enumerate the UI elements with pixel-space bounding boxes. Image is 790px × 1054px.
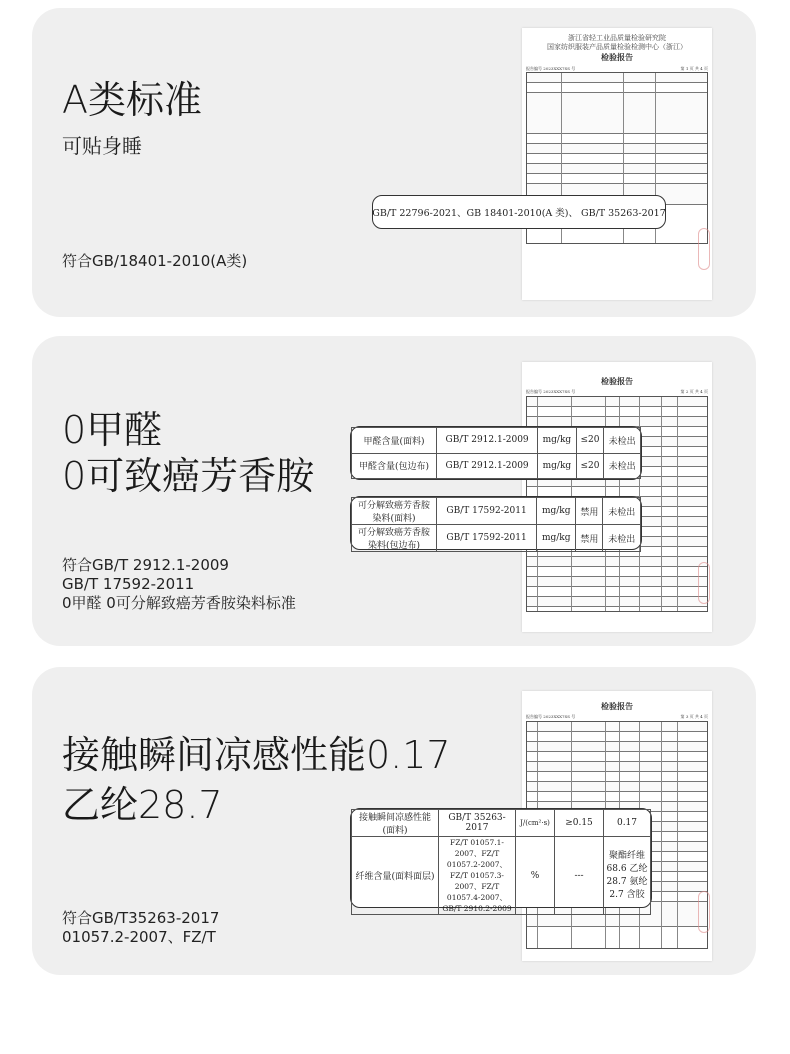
cell-unit: mg/kg <box>537 498 576 525</box>
report-number: 报告编号 2023XXX7SS 号 <box>526 66 576 71</box>
test-report-image <box>522 28 712 300</box>
cell-result: 未检出 <box>603 498 641 525</box>
cell-unit: % <box>516 837 555 915</box>
title-line-1: 接触瞬间凉感性能0.17 <box>62 733 451 777</box>
cell-item: 甲醛含量(面料) <box>352 428 437 454</box>
title-line-2: 0可致癌芳香胺 <box>62 454 315 498</box>
cell-unit: mg/kg <box>538 453 577 479</box>
report-page: 第 3 页 共 4 页 <box>680 714 708 719</box>
cell-std: GB/T 35263-2017 <box>439 810 516 837</box>
red-stamp <box>698 228 710 270</box>
table-row <box>352 837 651 915</box>
note-line: 0甲醛 0可分解致癌芳香胺染料标准 <box>62 594 296 612</box>
cell-std: GB/T 17592-2011 <box>437 498 537 525</box>
report-number: 报告编号 2023XXX7SS 号 <box>526 714 576 719</box>
table-row <box>352 453 641 479</box>
report-number: 报告编号 2023XXX7SS 号 <box>526 389 576 394</box>
table-row <box>352 525 641 552</box>
cell-result: 未检出 <box>604 453 641 479</box>
card-cooling <box>32 667 756 975</box>
card-a-class-standard <box>32 8 756 317</box>
cell-item: 接触瞬间凉感性能(面料) <box>352 810 439 837</box>
standard-notes <box>62 556 296 613</box>
cell-item: 可分解致癌芳香胺染料(面料) <box>352 498 437 525</box>
report-page: 第 1 页 共 4 页 <box>680 66 708 71</box>
red-stamp <box>698 562 710 604</box>
note-line: 01057.2-2007、FZ/T <box>62 928 216 946</box>
cell-result: 0.17 <box>604 810 651 837</box>
cell-result: 未检出 <box>604 428 641 454</box>
cell-req: ≤20 <box>576 453 604 479</box>
cell-unit: mg/kg <box>538 428 577 454</box>
note-line: 符合GB/T35263-2017 <box>62 909 220 927</box>
cell-result: 未检出 <box>603 525 641 552</box>
cell-unit: mg/kg <box>537 525 576 552</box>
cell-unit: J/(cm²·s) <box>516 810 555 837</box>
table-row <box>352 498 641 525</box>
card-subtitle: 可贴身睡 <box>62 134 142 158</box>
note-line: GB/T 17592-2011 <box>62 575 195 593</box>
table-row <box>352 810 651 837</box>
report-title: 检验报告 <box>601 376 633 386</box>
cell-item: 甲醛含量(包边布) <box>352 453 437 479</box>
cell-req: 禁用 <box>576 525 603 552</box>
red-stamp <box>698 891 710 933</box>
standard-callout: GB/T 22796-2021、GB 18401-2010(A 类)、 GB/T 35263-2017 <box>372 195 666 229</box>
title-line-2: 乙纶28.7 <box>62 783 223 827</box>
amine-callout <box>350 496 642 550</box>
cell-std: GB/T 2912.1-2009 <box>437 428 538 454</box>
standard-note: 符合GB/18401-2010(A类) <box>62 252 248 270</box>
cell-req: 禁用 <box>576 498 603 525</box>
card-formaldehyde <box>32 336 756 646</box>
cell-result: 聚酯纤维 68.6 乙纶 28.7 氨纶 2.7 含胶 <box>604 837 651 915</box>
standard-notes <box>62 909 219 947</box>
report-title: 检验报告 <box>601 52 633 62</box>
report-center: 国家纺织服装产品质量检验检测中心（浙江） <box>547 43 687 51</box>
cell-req: ≤20 <box>576 428 604 454</box>
report-institute: 浙江省轻工业品质量检验研究院 <box>568 34 666 42</box>
report-title: 检验报告 <box>601 701 633 711</box>
cell-std: GB/T 17592-2011 <box>437 525 537 552</box>
title-line-1: 0甲醛 <box>62 408 163 452</box>
cell-std: FZ/T 01057.1-2007、FZ/T 01057.2-2007、FZ/T 01057.3-2007、FZ/T 01057.4-2007、GB/T 2910.2-2009 <box>439 837 516 915</box>
report-page: 第 2 页 共 4 页 <box>680 389 708 394</box>
note-line: 符合GB/T 2912.1-2009 <box>62 556 229 574</box>
card-title: A类标准 <box>62 78 202 122</box>
formaldehyde-callout <box>350 426 642 480</box>
cell-item: 纤维含量(面料面层) <box>352 837 439 915</box>
cooling-callout <box>350 808 652 913</box>
cell-req: --- <box>555 837 604 915</box>
table-row <box>352 428 641 454</box>
cell-std: GB/T 2912.1-2009 <box>437 453 538 479</box>
cell-req: ≥0.15 <box>555 810 604 837</box>
cell-item: 可分解致癌芳香胺染料(包边布) <box>352 525 437 552</box>
